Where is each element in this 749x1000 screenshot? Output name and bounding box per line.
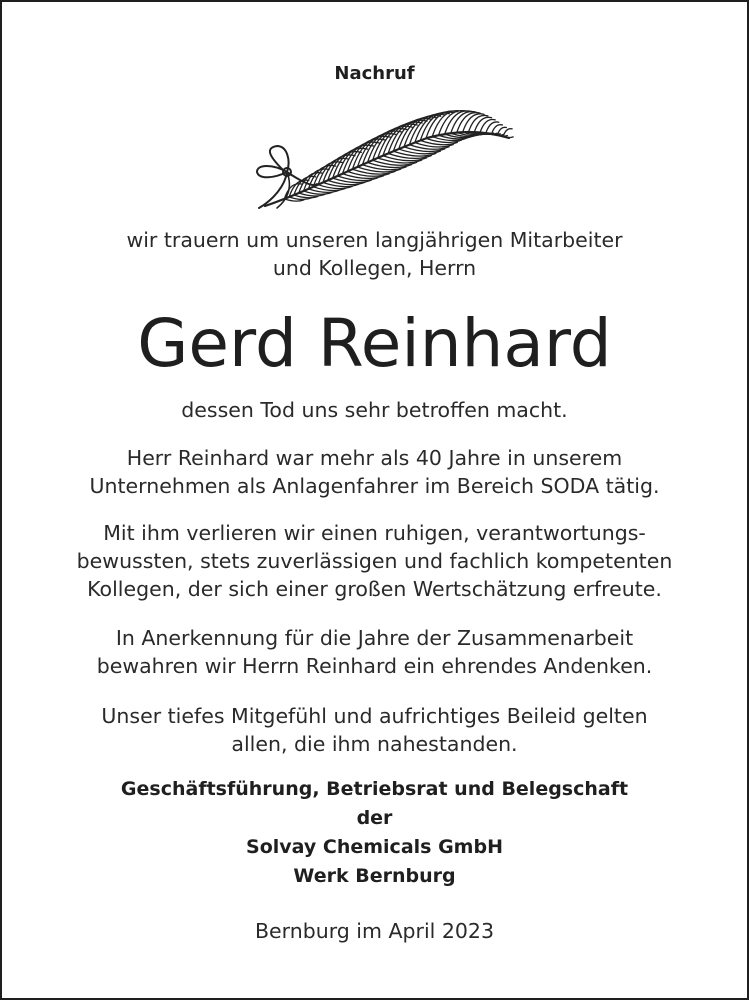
paragraph-line: Herr Reinhard war mehr als 40 Jahre in unserem [126,446,623,470]
intro-line: und Kollegen, Herrn [272,256,477,280]
paragraph-line: Mit ihm verlieren wir einen ruhigen, verantwortungs- [103,521,646,545]
signature-block [22,775,727,891]
paragraph-line: Kollegen, der sich einer großen Wertschätzung erfreute. [87,577,662,601]
paragraph-condolence [22,396,727,424]
palm-frond-with-ribbon-icon [247,108,517,214]
signature-line: Werk Bernburg [293,865,456,887]
notice-heading: Nachruf [334,63,415,84]
paragraph-sympathy [22,702,727,758]
frond-leaflet [503,136,513,137]
paragraph-line: Unser tiefes Mitgefühl und aufrichtiges Beileid gelten [101,704,648,728]
signature-line: Geschäftsführung, Betriebsrat und Belegschaft [120,778,629,800]
paragraph-line: allen, die ihm nahestanden. [231,732,518,756]
paragraph-line: bewahren wir Herrn Reinhard ein ehrendes Andenken. [96,654,653,678]
paragraph-career [22,444,727,500]
signature-line: der [356,807,393,829]
paragraph-tribute [22,519,727,603]
deceased-name: Gerd Reinhard [137,305,612,382]
intro-text [22,226,727,282]
paragraph-line: bewussten, stets zuverlässigen und fachlich kompetenten [76,549,673,573]
intro-line: wir trauern um unseren langjährigen Mitarbeiter [126,228,623,252]
paragraph-remembrance [22,624,727,680]
paragraph-line: Unternehmen als Anlagenfahrer im Bereich SODA tätig. [89,474,660,498]
signature-line: Solvay Chemicals GmbH [246,836,503,858]
place-and-date: Bernburg im April 2023 [254,919,495,943]
paragraph-line: dessen Tod uns sehr betroffen macht. [181,398,568,422]
paragraph-line: In Anerkennung für die Jahre der Zusammenarbeit [115,626,634,650]
